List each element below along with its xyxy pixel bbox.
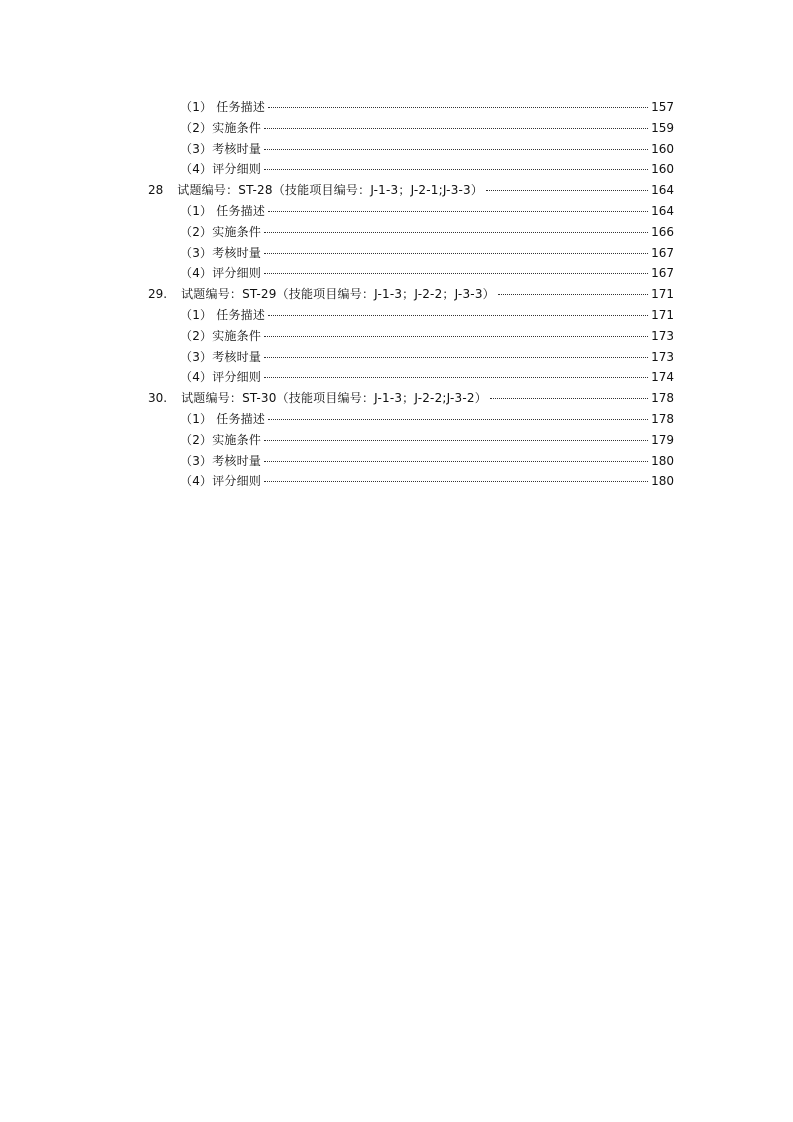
toc-subentry[interactable] xyxy=(148,222,674,243)
toc-subentry[interactable] xyxy=(148,97,674,118)
toc-subentry[interactable] xyxy=(148,305,674,326)
toc-page-number: 178 xyxy=(651,391,674,406)
toc-entry-title: （3）考核时量 xyxy=(180,453,262,468)
toc-entry-title: （4）评分细则 xyxy=(180,266,262,281)
toc-entry-title: （2）实施条件 xyxy=(180,120,262,135)
toc-entry-title: （3）考核时量 xyxy=(180,245,262,260)
dot-leader xyxy=(264,253,648,254)
toc-page-number: 160 xyxy=(651,141,674,156)
toc-entry-title: （1） 任务描述 xyxy=(180,100,266,114)
dot-leader xyxy=(264,357,648,358)
dot-leader xyxy=(490,398,648,399)
dot-leader xyxy=(264,149,648,150)
toc-entry-title: 试题编号：ST-28（技能项目编号：J-1-3；J-2-1;J-3-3） xyxy=(177,183,484,198)
toc-entry-title: 试题编号：ST-30（技能项目编号：J-1-3；J-2-2;J-3-2） xyxy=(181,391,487,406)
toc-entry-number: 29. xyxy=(148,287,168,302)
toc-entry-title: （4）评分细则 xyxy=(180,162,262,177)
toc-page-number: 164 xyxy=(651,203,674,218)
dot-leader xyxy=(264,128,648,129)
toc-entry[interactable] xyxy=(148,284,674,305)
toc-entry[interactable] xyxy=(148,180,674,201)
toc-page-number: 159 xyxy=(651,120,674,135)
dot-leader xyxy=(498,294,648,295)
dot-leader xyxy=(268,107,648,108)
toc-entry-title: （1） 任务描述 xyxy=(180,307,266,322)
toc-subentry[interactable] xyxy=(148,409,674,430)
toc-entry-title: （3）考核时量 xyxy=(180,349,262,364)
toc-entry-title: （3）考核时量 xyxy=(180,141,262,156)
toc-page-number: 160 xyxy=(651,162,674,177)
toc-page-number: 167 xyxy=(651,266,674,281)
toc-entry-title: （1） 任务描述 xyxy=(180,411,266,426)
dot-leader xyxy=(486,190,648,191)
toc-page-number: 180 xyxy=(651,474,674,489)
toc-subentry[interactable] xyxy=(148,118,674,139)
toc-subentry[interactable] xyxy=(148,326,674,347)
toc-entry-title: （4）评分细则 xyxy=(180,370,262,385)
toc-entry[interactable] xyxy=(148,388,674,409)
toc-entry-title: （2）实施条件 xyxy=(180,432,262,447)
toc-page-number: 157 xyxy=(651,100,674,114)
toc-subentry[interactable] xyxy=(148,471,674,492)
toc-page-number: 173 xyxy=(651,328,674,343)
table-of-contents xyxy=(148,97,674,492)
toc-entry-title: （2）实施条件 xyxy=(180,328,262,343)
toc-subentry[interactable] xyxy=(148,263,674,284)
toc-page-number: 179 xyxy=(651,432,674,447)
toc-page-number: 166 xyxy=(651,224,674,239)
toc-subentry[interactable] xyxy=(148,451,674,472)
toc-page-number: 167 xyxy=(651,245,674,260)
dot-leader xyxy=(264,336,648,337)
toc-page-number: 180 xyxy=(651,453,674,468)
dot-leader xyxy=(264,440,648,441)
dot-leader xyxy=(264,481,648,482)
dot-leader xyxy=(264,377,648,378)
toc-page-number: 171 xyxy=(651,287,674,302)
toc-entry-title: （4）评分细则 xyxy=(180,474,262,489)
dot-leader xyxy=(268,211,648,212)
toc-subentry[interactable] xyxy=(148,347,674,368)
toc-subentry[interactable] xyxy=(148,139,674,160)
toc-subentry[interactable] xyxy=(148,159,674,180)
dot-leader xyxy=(268,419,648,420)
dot-leader xyxy=(264,232,648,233)
toc-subentry[interactable] xyxy=(148,243,674,264)
dot-leader xyxy=(264,273,648,274)
toc-page-number: 171 xyxy=(651,307,674,322)
dot-leader xyxy=(264,169,648,170)
toc-page-number: 173 xyxy=(651,349,674,364)
toc-entry-title: （1） 任务描述 xyxy=(180,203,266,218)
toc-subentry[interactable] xyxy=(148,201,674,222)
toc-entry-number: 30. xyxy=(148,391,168,406)
toc-subentry[interactable] xyxy=(148,430,674,451)
toc-entry-title: 试题编号：ST-29（技能项目编号：J-1-3；J-2-2；J-3-3） xyxy=(181,287,495,302)
toc-entry-title: （2）实施条件 xyxy=(180,224,262,239)
toc-page-number: 164 xyxy=(651,183,674,198)
toc-entry-number: 28 xyxy=(148,183,164,198)
dot-leader xyxy=(264,461,648,462)
toc-page-number: 174 xyxy=(651,370,674,385)
toc-subentry[interactable] xyxy=(148,367,674,388)
dot-leader xyxy=(268,315,648,316)
toc-page-number: 178 xyxy=(651,411,674,426)
